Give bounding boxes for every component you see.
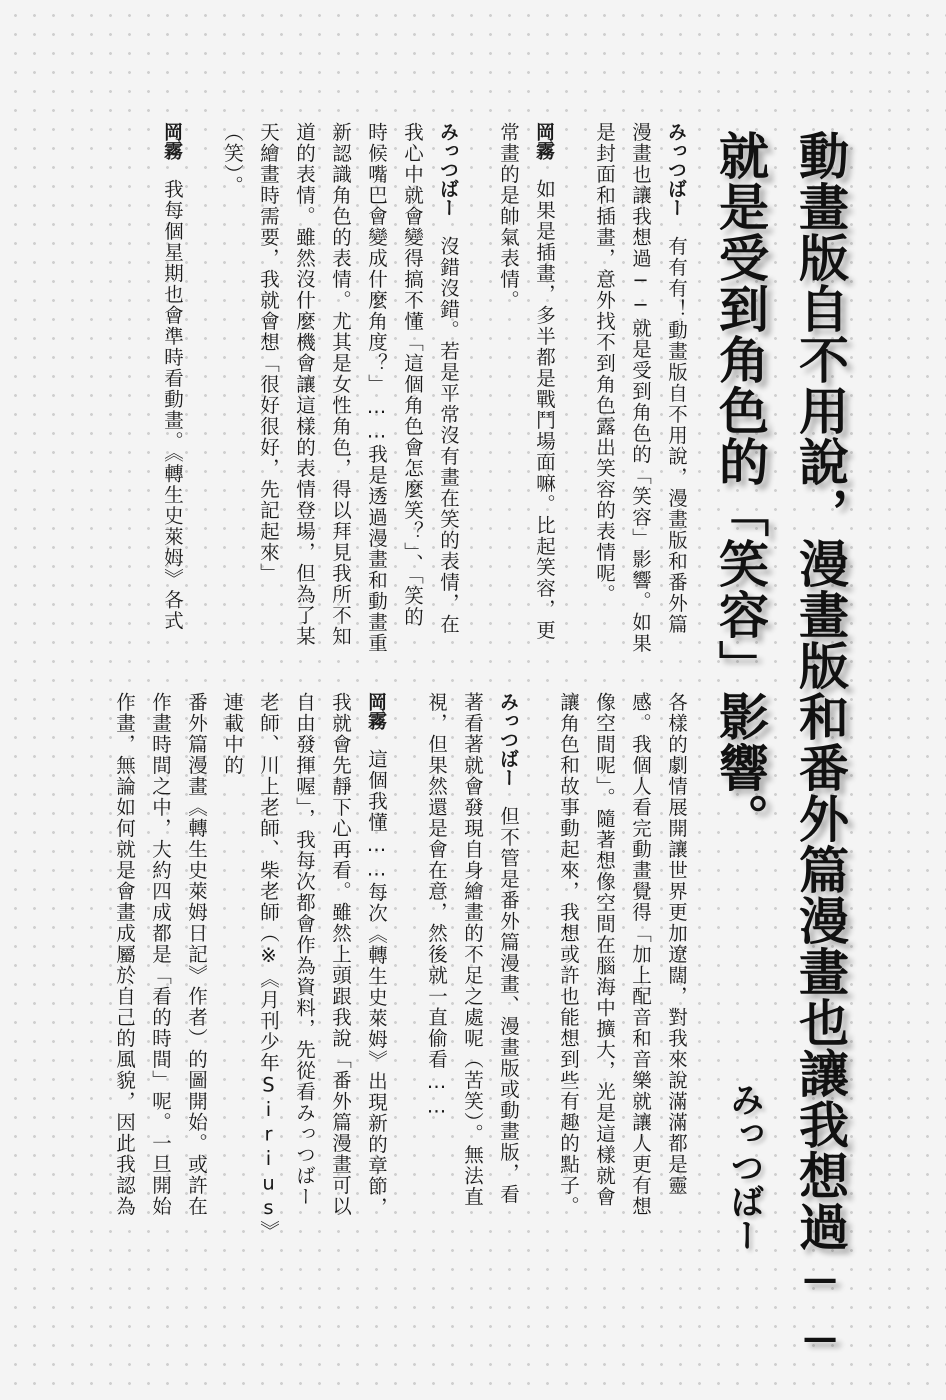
text-line: 視，但果然還是會在意，然後就一直偷看……: [425, 692, 448, 1119]
text-line: 時候嘴巴會變成什麼角度？」……我是透過漫畫和動畫重: [365, 122, 388, 654]
headline-line-2: 就是受到角色的「笑容」影響。: [711, 130, 769, 844]
text-line: 各樣的劇情展開讓世界更加遼闊，對我來說滿滿都是靈: [665, 692, 688, 1196]
text-line: 著看著就會發現自身繪畫的不足之處呢（苦笑）。無法直: [461, 692, 484, 1208]
text-line: 自由發揮喔」，我每次都會作為資料，先從看みっつばー: [293, 692, 316, 1208]
text-line: [430, 122, 466, 662]
paragraph: [490, 122, 562, 662]
text-line: 我心中就會變得搞不懂「這個角色會怎麼笑？」、「笑的: [401, 122, 424, 628]
text-line: 新認識角色的表情。尤其是女性角色，得以拜見我所不知: [329, 122, 352, 647]
byline: みっつばー: [724, 1082, 764, 1252]
text-line: [358, 692, 394, 1258]
text-line: 讓角色和故事動起來，我想或許也能想到些有趣的點子。: [557, 692, 580, 1217]
text-line-content: 沒錯沒錯。若是平常沒有畫在笑的表情，在: [437, 236, 460, 635]
text-line: 是封面和插畫，意外找不到角色露出笑容的表情呢。: [593, 122, 616, 605]
text-line: 作畫時間之中，大約四成都是「看的時間」呢。一旦開始: [149, 692, 172, 1217]
upper-text-block: [154, 122, 694, 662]
paragraph: [214, 122, 466, 662]
lower-text-block: [106, 692, 694, 1258]
text-line: 老師、川上老師、柴老師（※《月刊少年Sirius》連載中的: [221, 692, 280, 1242]
speaker-name: 岡霧: [533, 122, 555, 160]
speaker-name: 岡霧: [161, 122, 183, 160]
text-line-content: 如果是插畫，多半都是戰鬥場面嘛。比起笑容，更: [533, 179, 556, 641]
text-line: [490, 692, 526, 1258]
paragraph: [106, 692, 394, 1258]
speaker-name: みっつばー: [665, 122, 687, 217]
text-line-content: 有有有！動畫版自不用說，漫畫版和番外篇: [665, 236, 688, 635]
text-line: 感。我個人看完動畫覺得「加上配音和音樂就讓人更有想: [629, 692, 652, 1217]
paragraph: [418, 692, 526, 1258]
speaker-name: 岡霧: [365, 692, 387, 730]
headline-line-1: 動畫版自不用說，漫畫版和番外篇漫畫也讓我想過──: [791, 130, 849, 1370]
text-line: [658, 122, 694, 662]
speaker-name: みっつばー: [497, 692, 519, 787]
text-line: 常畫的是帥氣表情。: [497, 122, 520, 311]
text-line-content: 我每個星期也會準時看動畫。《轉生史萊姆》各式: [161, 179, 184, 632]
text-line: 番外篇漫畫《轉生史萊姆日記》作者）的圖開始。或許在: [185, 692, 208, 1217]
text-line-content: 但不管是番外篇漫畫、漫畫版或動畫版，看: [497, 806, 520, 1205]
text-line: [526, 122, 562, 662]
text-line: [154, 122, 190, 662]
speaker-name: みっつばー: [437, 122, 459, 217]
text-line: 道的表情。雖然沒什麼機會讓這樣的表情登場，但為了某: [293, 122, 316, 647]
paragraph: [586, 122, 694, 662]
text-line: 像空間呢」。隨著想像空間在腦海中擴大，光是這樣就會: [593, 692, 616, 1208]
text-line: 作畫，無論如何就是會畫成屬於自己的風貌，因此我認為: [113, 692, 136, 1217]
text-line-content: 這個我懂……每次《轉生史萊姆》出現新的章節，: [365, 749, 388, 1218]
text-line: 我就會先靜下心再看。雖然上頭跟我說「番外篇漫畫可以: [329, 692, 352, 1217]
text-line: （笑）。: [221, 122, 244, 197]
paragraph: [550, 692, 694, 1258]
paragraph: [154, 122, 190, 662]
text-line: 天繪畫時需要，我就會想「很好很好，先記起來」: [257, 122, 280, 584]
text-line: 漫畫也讓我想過──就是受到角色的「笑容」影響。如果: [629, 122, 652, 654]
